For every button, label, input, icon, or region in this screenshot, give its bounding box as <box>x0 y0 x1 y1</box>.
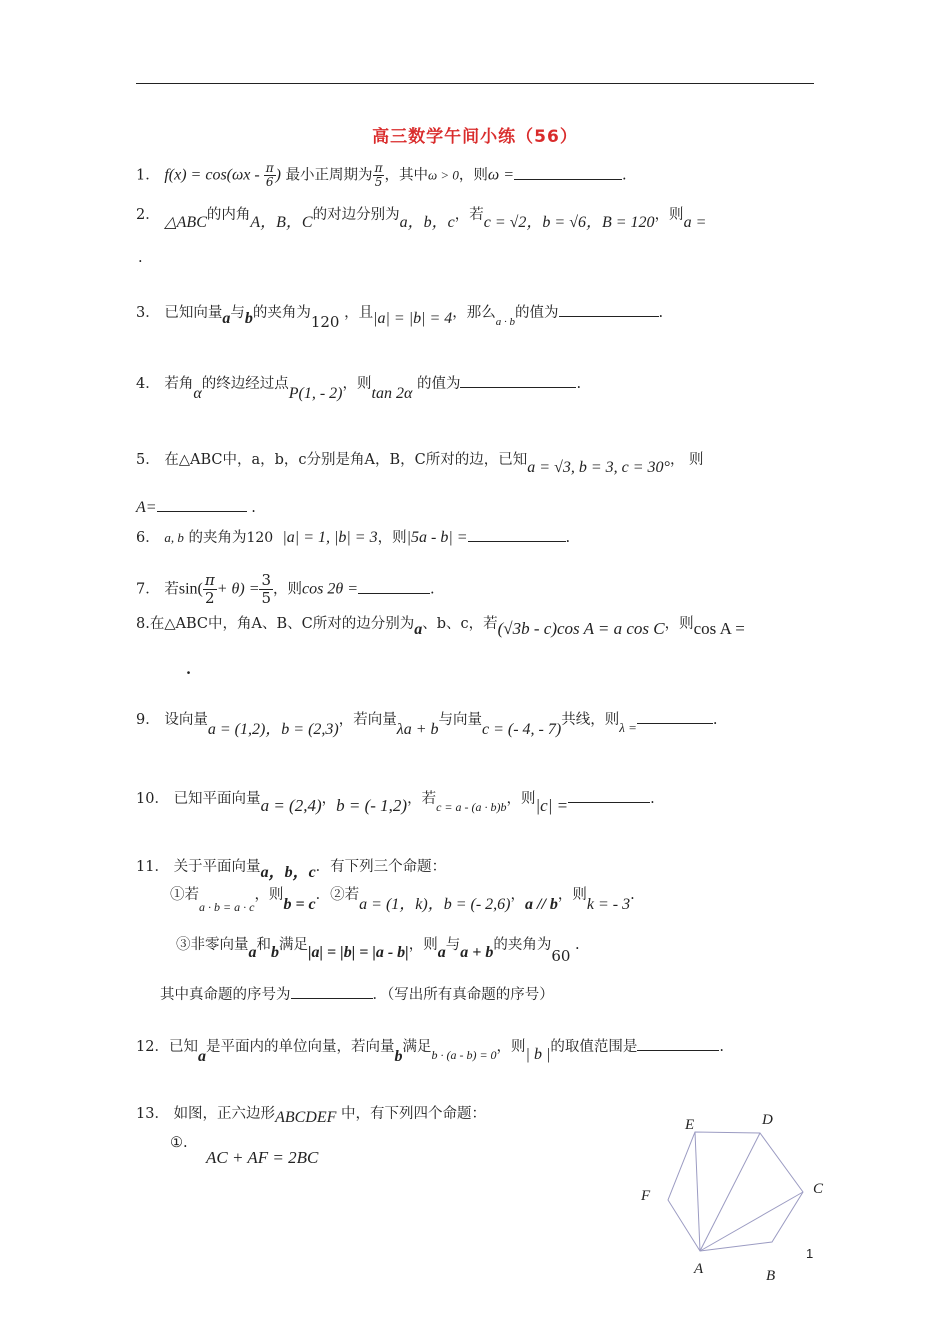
p11-s2par: a // b <box>525 896 558 913</box>
p12-b: b <box>394 1048 403 1065</box>
p6-ab: a, b <box>164 530 184 545</box>
p1-cond: ω > 0 <box>427 167 459 183</box>
p1-ans: ω = <box>487 166 514 184</box>
problem-8 <box>136 613 745 638</box>
p4-number: 4． <box>136 376 160 392</box>
p10-c: c = a - (a · b)b <box>436 800 507 814</box>
problem-7 <box>136 572 435 607</box>
problem-2 <box>136 205 707 231</box>
p11-s3a: a <box>248 944 257 961</box>
p6-expr: |5a - b| = <box>406 529 468 546</box>
p2-sides: a，b，c <box>399 214 455 231</box>
p5-end: . <box>251 500 256 516</box>
p1-frac-pi5 <box>373 162 385 189</box>
p11-vars: a，b，c <box>260 864 316 881</box>
p12-blank[interactable] <box>637 1036 719 1051</box>
problem-6 <box>136 527 570 548</box>
p11-text1: 关于平面向量 <box>173 859 261 875</box>
p1-end: . <box>622 167 627 184</box>
p10-number: 10． <box>136 791 169 807</box>
p13-expr1: AC + AF = 2BC <box>206 1148 319 1167</box>
p10-blank[interactable] <box>568 788 650 803</box>
vertex-label-F: F <box>641 1188 651 1204</box>
p6-number: 6． <box>136 530 160 546</box>
p3-text5: ，那么 <box>452 305 496 321</box>
p3-number: 3． <box>136 305 160 321</box>
p8-text1: 在△ABC中，角A、B、C所对的边分别为 <box>149 616 415 632</box>
p11-s2comma: ， <box>510 887 525 903</box>
p11-s3end: . <box>575 937 580 953</box>
p1-frac-num: π <box>265 161 274 175</box>
p4-text1: 若角 <box>164 376 194 392</box>
p9-blank[interactable] <box>637 709 713 724</box>
p11-s3t3: 的夹角为 <box>493 937 552 953</box>
p3-text2: 与 <box>230 305 245 321</box>
p11-s3with: 与 <box>445 937 461 953</box>
problem-13 <box>136 1104 486 1124</box>
p7-frac2-den: 5 <box>261 589 272 607</box>
p7-sin: sin( <box>178 580 203 598</box>
p2-cond: c = √2，b = √6，B = 120 <box>483 214 655 231</box>
p8-cond: (√3b - c)cos A = a cos C <box>497 619 665 638</box>
p10-text2: ，若 <box>407 791 437 807</box>
p7-text2: ，则 <box>273 581 303 598</box>
p7-blank[interactable] <box>358 579 430 594</box>
p12-text2: 是平面内的单位向量，若向量 <box>205 1039 395 1055</box>
p9-text2: ，若向量 <box>338 712 397 728</box>
p3-text6: 的值为 <box>515 305 559 321</box>
top-rule <box>136 83 814 84</box>
problem-12 <box>136 1036 724 1065</box>
p2-vars: A，B，C <box>250 214 313 231</box>
p9-ans: λ = <box>619 720 637 735</box>
p3-text4: ，且 <box>344 305 374 321</box>
p7-frac-num: π <box>204 571 215 589</box>
p2-text1: 的内角 <box>206 207 251 223</box>
p11-statement-3 <box>176 934 580 965</box>
p1-text3: ，则 <box>458 167 488 184</box>
p5-answer-line <box>136 497 256 518</box>
p8-dot: . <box>186 661 192 678</box>
p12-text4: ，则 <box>496 1039 526 1055</box>
p13-text1: 如图，正六边形 <box>173 1106 276 1122</box>
p4-text2: 的终边经过点 <box>201 376 289 392</box>
p3-blank[interactable] <box>559 302 659 317</box>
p1-frac-den: 6 <box>265 175 274 189</box>
p3-end: . <box>658 305 664 321</box>
page-title: 高三数学午间小练（56） <box>372 127 578 147</box>
p3-cond: |a| = |b| = 4 <box>373 310 453 327</box>
p5-cond: a = √3, b = 3, c = 30° <box>527 459 670 476</box>
p11-last <box>160 984 554 1005</box>
p6-text2: ，则 <box>377 530 407 546</box>
p8-text3: ，则 <box>664 616 694 632</box>
p3-b: b <box>244 310 253 327</box>
p13-hex: ABCDEF <box>275 1109 337 1126</box>
problem-4 <box>136 373 582 402</box>
p11-s3t: 满足 <box>279 937 308 953</box>
p2-number: 2． <box>136 207 160 223</box>
p11-s1: ①若 <box>170 887 199 903</box>
p6-cond: |a| = 1, |b| = 3 <box>282 529 378 546</box>
p4-text3: ，则 <box>342 376 372 392</box>
p1-blank[interactable] <box>514 165 622 180</box>
p11-s3a2: a <box>437 944 446 961</box>
p7-frac-pi2 <box>203 572 217 607</box>
p9-text4: 共线，则 <box>561 712 620 728</box>
p10-text1: 已知平面向量 <box>173 791 261 807</box>
p4-alpha: α <box>193 385 202 402</box>
p11-s3: ③非零向量 <box>176 937 249 953</box>
p1-frac-pi6 <box>264 162 276 189</box>
p1-text2: ，其中 <box>384 167 428 184</box>
p11-s2end: . <box>630 887 635 903</box>
p3-text1: 已知向量 <box>164 305 223 321</box>
p11-number: 11． <box>136 859 169 875</box>
p2-tri: △ABC <box>164 214 207 231</box>
p3-a: a <box>222 310 231 327</box>
p12-expr: | b | <box>525 1046 551 1063</box>
vertex-label-C: C <box>813 1181 824 1197</box>
p7-frac-35 <box>259 572 273 607</box>
p13-number: 13． <box>136 1106 169 1122</box>
p11-blank[interactable] <box>291 984 373 999</box>
p6-text1: 的夹角为 <box>188 530 247 546</box>
hexagon-figure <box>630 1100 830 1290</box>
p13-text2: 中，有下列四个命题： <box>341 1106 486 1122</box>
p5-text1: 在△ABC中，a，b，c分别是角A，B，C所对的边，已知 <box>164 452 528 468</box>
p11-s2res: k = - 3 <box>586 896 631 913</box>
p7-frac-den: 2 <box>205 589 215 607</box>
problem-11 <box>136 857 447 881</box>
vertex-label-B: B <box>766 1268 776 1284</box>
p9-c: c = (- 4, - 7) <box>482 721 562 738</box>
p1-number: 1． <box>136 167 160 184</box>
problem-9 <box>136 709 718 738</box>
p11-s3sum: a + b <box>460 944 494 961</box>
p10-ans: |c| = <box>535 796 569 815</box>
p10-end: . <box>650 791 655 807</box>
p1-expr: f(x) = cos(ωx - <box>164 166 264 184</box>
p5-blank[interactable] <box>157 497 247 512</box>
vertex-label-D: D <box>762 1112 773 1128</box>
vertex-label-E: E <box>685 1117 695 1133</box>
p3-dot: a · b <box>495 316 516 328</box>
p7-end: . <box>430 581 435 598</box>
p2-text4: ，则 <box>654 207 684 223</box>
p12-a: a <box>197 1048 206 1065</box>
p9-number: 9． <box>136 712 160 728</box>
p8-number: 8. <box>136 616 150 632</box>
p11-s1t: ，则 <box>254 887 284 903</box>
p9-text3: 与向量 <box>438 712 482 728</box>
p8-text2: 、b、c，若 <box>422 616 498 632</box>
p10-text3: ，则 <box>506 791 536 807</box>
p11-s3cond: |a| = |b| = |a - b| <box>308 944 409 961</box>
problem-10 <box>136 788 655 815</box>
problem-1 <box>136 162 627 189</box>
diagonal-AE <box>695 1132 700 1251</box>
p12-cond: b · (a - b) = 0 <box>431 1048 497 1062</box>
p5-number: 5． <box>136 452 160 468</box>
p9-end: . <box>712 712 718 728</box>
p9-expr: λa + b <box>396 721 439 738</box>
p9-text1: 设向量 <box>164 712 208 728</box>
p11-s2expr: a = (1，k)，b = (- 2,6) <box>359 896 511 913</box>
p2-ans: a = <box>683 214 707 231</box>
p11-text2: ．有下列三个命题： <box>315 859 447 875</box>
p10-a: a = (2,4) <box>260 796 322 815</box>
p11-last-text: 其中真命题的序号为 <box>160 987 291 1003</box>
p10-b: b = (- 1,2) <box>336 796 408 815</box>
p4-end: . <box>576 376 582 392</box>
page-number: 1 <box>806 1246 814 1261</box>
p9-cond: a = (1,2)，b = (2,3) <box>207 721 339 738</box>
p8-ans: cos A = <box>693 619 745 638</box>
p12-text3: 满足 <box>402 1039 432 1055</box>
p3-text3: 的夹角为 <box>252 305 311 321</box>
p1-paren: ) <box>275 166 281 184</box>
p8-a: a <box>414 621 423 638</box>
p11-s3b: b <box>271 944 279 961</box>
p7-text1: 若 <box>164 581 179 598</box>
p2-text3: ，若 <box>454 207 484 223</box>
p7-ans: cos 2θ = <box>302 580 359 598</box>
p11-s1end: ． <box>315 887 331 903</box>
p6-blank[interactable] <box>468 527 566 542</box>
p4-blank[interactable] <box>460 373 576 388</box>
problem-3 <box>136 302 664 331</box>
p4-expr: tan 2α <box>371 385 413 402</box>
p7-number: 7． <box>136 581 160 598</box>
p11-last-end: ．（写出所有真命题的序号） <box>372 987 554 1003</box>
p4-text4: 的值为 <box>416 376 461 392</box>
p11-s3angle: 60 <box>551 947 571 965</box>
p10-comma: ， <box>321 791 337 807</box>
p11-s2t: ，则 <box>557 887 587 903</box>
p5-text2: ， 则 <box>669 452 704 468</box>
p4-point: P(1, - 2) <box>288 385 343 402</box>
p12-text5: 的取值范围是 <box>550 1039 638 1055</box>
p1-text1: 最小正周期为 <box>285 167 373 184</box>
p2-text2: 的对边分别为 <box>312 207 400 223</box>
p13-item-1: ①. <box>170 1135 188 1151</box>
p6-end: . <box>565 530 571 546</box>
p7-frac2-num: 3 <box>261 571 272 589</box>
problem-5 <box>136 450 704 476</box>
vertex-label-A: A <box>694 1261 704 1277</box>
p11-s2: ②若 <box>330 887 360 903</box>
p3-angle: 120 <box>310 313 340 331</box>
p11-s3t2: ，则 <box>408 937 438 953</box>
p13-expr-1 <box>206 1148 318 1169</box>
p6-angle: 120 <box>246 530 274 546</box>
p11-s1expr: a · b = a · c <box>199 900 255 914</box>
p11-s3and: 和 <box>256 937 271 953</box>
p5-ans: A= <box>136 499 157 516</box>
p2-dot: . <box>138 250 143 266</box>
p7-plus: + θ) = <box>216 580 260 598</box>
p11-s1res: b = c <box>283 896 316 913</box>
p1-frac2-den: 5 <box>374 175 383 189</box>
p12-text1: 已知 <box>168 1039 198 1055</box>
p12-end: . <box>719 1039 724 1055</box>
p1-frac2-num: π <box>374 161 383 175</box>
hexagon-outline <box>668 1132 803 1251</box>
p12-number: 12． <box>136 1039 169 1055</box>
